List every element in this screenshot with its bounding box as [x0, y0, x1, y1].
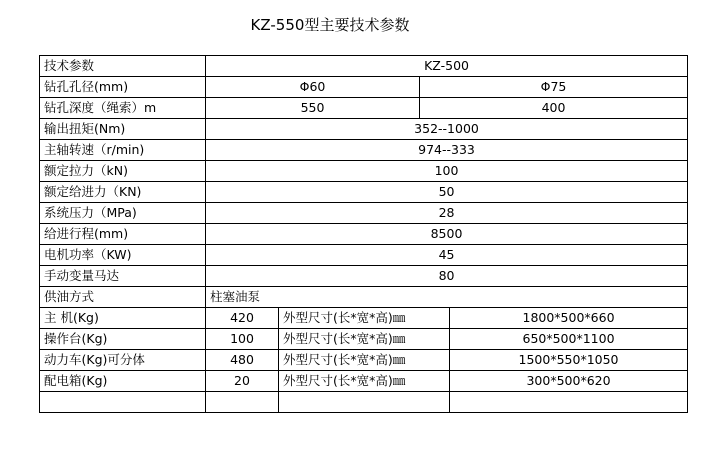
table-row	[40, 266, 688, 287]
empty-cell	[279, 392, 450, 413]
param-value: Φ60	[206, 77, 420, 98]
model-value: KZ-500	[206, 56, 688, 77]
param-label: 主轴转速（r/min)	[40, 140, 206, 161]
unit-dimensions: 1500*550*1050	[450, 350, 688, 371]
param-value: 8500	[206, 224, 688, 245]
unit-weight: 20	[206, 371, 279, 392]
param-label: 输出扭矩(Nm)	[40, 119, 206, 140]
table-row	[40, 350, 688, 371]
param-value: Φ75	[420, 77, 688, 98]
table-row	[40, 371, 688, 392]
unit-label: 操作台(Kg)	[40, 329, 206, 350]
table-row	[40, 161, 688, 182]
param-label: 电机功率（KW)	[40, 245, 206, 266]
empty-cell	[40, 392, 206, 413]
param-value: 974--333	[206, 140, 688, 161]
page-title: KZ-550型主要技术参数	[250, 16, 410, 34]
table-row	[40, 140, 688, 161]
table-row	[40, 182, 688, 203]
unit-dimension-label: 外型尺寸(长*宽*高)㎜	[279, 308, 450, 329]
unit-dimensions: 300*500*620	[450, 371, 688, 392]
param-value: 50	[206, 182, 688, 203]
table-row	[40, 308, 688, 329]
param-value: 352--1000	[206, 119, 688, 140]
table-row	[40, 224, 688, 245]
param-value: 100	[206, 161, 688, 182]
param-label: 手动变量马达	[40, 266, 206, 287]
spec-table	[39, 55, 688, 413]
table-row	[40, 245, 688, 266]
table-row	[40, 56, 688, 77]
unit-weight: 100	[206, 329, 279, 350]
empty-cell	[450, 392, 688, 413]
param-label: 额定拉力（kN)	[40, 161, 206, 182]
param-label: 钻孔孔径(mm)	[40, 77, 206, 98]
param-value: 柱塞油泵	[206, 287, 688, 308]
unit-dimension-label: 外型尺寸(长*宽*高)㎜	[279, 350, 450, 371]
param-value: 45	[206, 245, 688, 266]
param-label: 给进行程(mm)	[40, 224, 206, 245]
param-value: 80	[206, 266, 688, 287]
unit-label: 配电箱(Kg)	[40, 371, 206, 392]
table-row	[40, 287, 688, 308]
unit-dimension-label: 外型尺寸(长*宽*高)㎜	[279, 329, 450, 350]
param-value: 550	[206, 98, 420, 119]
param-label: 额定给进力（KN)	[40, 182, 206, 203]
unit-label: 主 机(Kg)	[40, 308, 206, 329]
param-value: 400	[420, 98, 688, 119]
table-row	[40, 77, 688, 98]
unit-dimension-label: 外型尺寸(长*宽*高)㎜	[279, 371, 450, 392]
table-row	[40, 119, 688, 140]
empty-cell	[206, 392, 279, 413]
unit-dimensions: 650*500*1100	[450, 329, 688, 350]
param-label: 系统压力（MPa)	[40, 203, 206, 224]
param-label: 钻孔深度（绳索）m	[40, 98, 206, 119]
table-row	[40, 329, 688, 350]
param-label: 技术参数	[40, 56, 206, 77]
unit-weight: 420	[206, 308, 279, 329]
param-label: 供油方式	[40, 287, 206, 308]
unit-weight: 480	[206, 350, 279, 371]
table-row	[40, 392, 688, 413]
table-row	[40, 203, 688, 224]
param-value: 28	[206, 203, 688, 224]
unit-label: 动力车(Kg)可分体	[40, 350, 206, 371]
table-row	[40, 98, 688, 119]
unit-dimensions: 1800*500*660	[450, 308, 688, 329]
